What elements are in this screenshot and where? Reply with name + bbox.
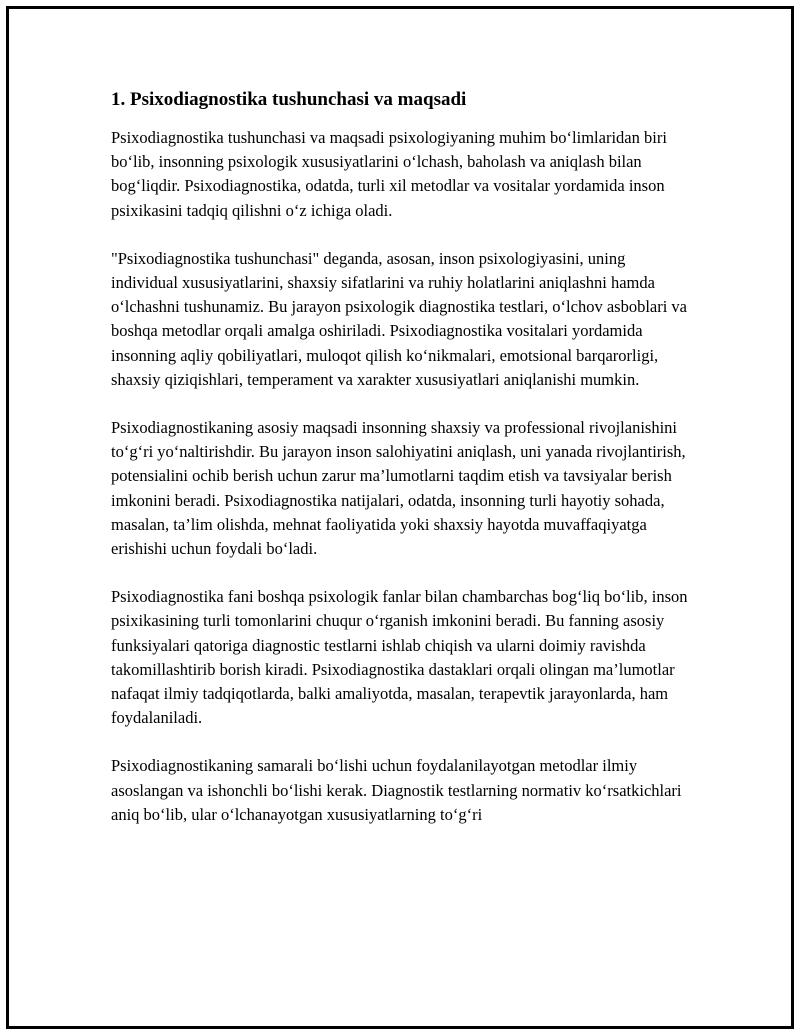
paragraph-5: Psixodiagnostikaning samarali bo‘lishi uchun foydalanilayotgan metodlar ilmiy asoslangan va ishonchli bo‘lishi kerak. Diagnostik testlarning normativ ko‘rsatkichlari aniq bo‘lib, ular o‘lchanayotgan xususiyatlarning to‘g‘ri	[111, 756, 682, 824]
paragraph-2: "Psixodiagnostika tushunchasi" deganda, asosan, inson psixologiyasini, uning individual xususiyatlarini, shaxsiy sifatlarini va ruhiy holatlarini aniqlashni hamda o‘lchashni tushunamiz. Bu jarayon psixologik diagnostika testlari, o‘lchov asboblari va boshqa metodlar orqali amalga oshiriladi. Psixodiagnostika vositalari yordamida insonning aqliy qobiliyatlari, muloqot qilish ko‘nikmalari, emotsional barqarorligi, shaxsiy qiziqishlari, temperament va xarakter xususiyatlari aniqlanishi mumkin.	[111, 248, 688, 389]
paragraph-3: Psixodiagnostikaning asosiy maqsadi insonning shaxsiy va professional rivojlanishini to‘g‘ri yo‘naltirishdir. Bu jarayon inson salohiyatini aniqlash, uni yanada rivojlantirish, potensialini ochib berish uchun zarur ma’lumotlarni taqdim etish va tavsiyalar berish imkonini beradi. Psixodiagnostika natijalari, odatda, insonning turli hayotiy sohada, masalan, ta’lim olishda, mehnat faoliyatida yoki shaxsiy hayotda muvaffaqiyatga erishishi uchun foydali bo‘ladi.	[111, 418, 686, 559]
paragraph-4: Psixodiagnostika fani boshqa psixologik fanlar bilan chambarchas bog‘liq bo‘lib, inson psixikasining turli tomonlarini chuqur o‘rganish imkonini beradi. Bu fanning asosiy funksiyalari qatoriga diagnostic testlarni ishlab chiqish va ularni doimiy ravishda takomillashtirib borish kiradi. Psixodiagnostika dastaklari orqali olingan ma’lumotlar nafaqat ilmiy tadqiqotlarda, balki amaliyotda, masalan, terapevtik jarayonlarda, ham foydalaniladi.	[111, 587, 688, 728]
document-body	[111, 87, 691, 851]
section-heading: 1. Psixodiagnostika tushunchasi va maqsadi	[111, 89, 467, 110]
paragraph-1: Psixodiagnostika tushunchasi va maqsadi psixologiyaning muhim bo‘limlaridan biri bo‘lib, insonning psixologik xususiyatlarini o‘lchash, baholash va aniqlash bilan bog‘liqdir. Psixodiagnostika, odatda, turli xil metodlar va vositalar yordamida inson psixikasini tadqiq qilishni o‘z ichiga oladi.	[111, 128, 667, 220]
